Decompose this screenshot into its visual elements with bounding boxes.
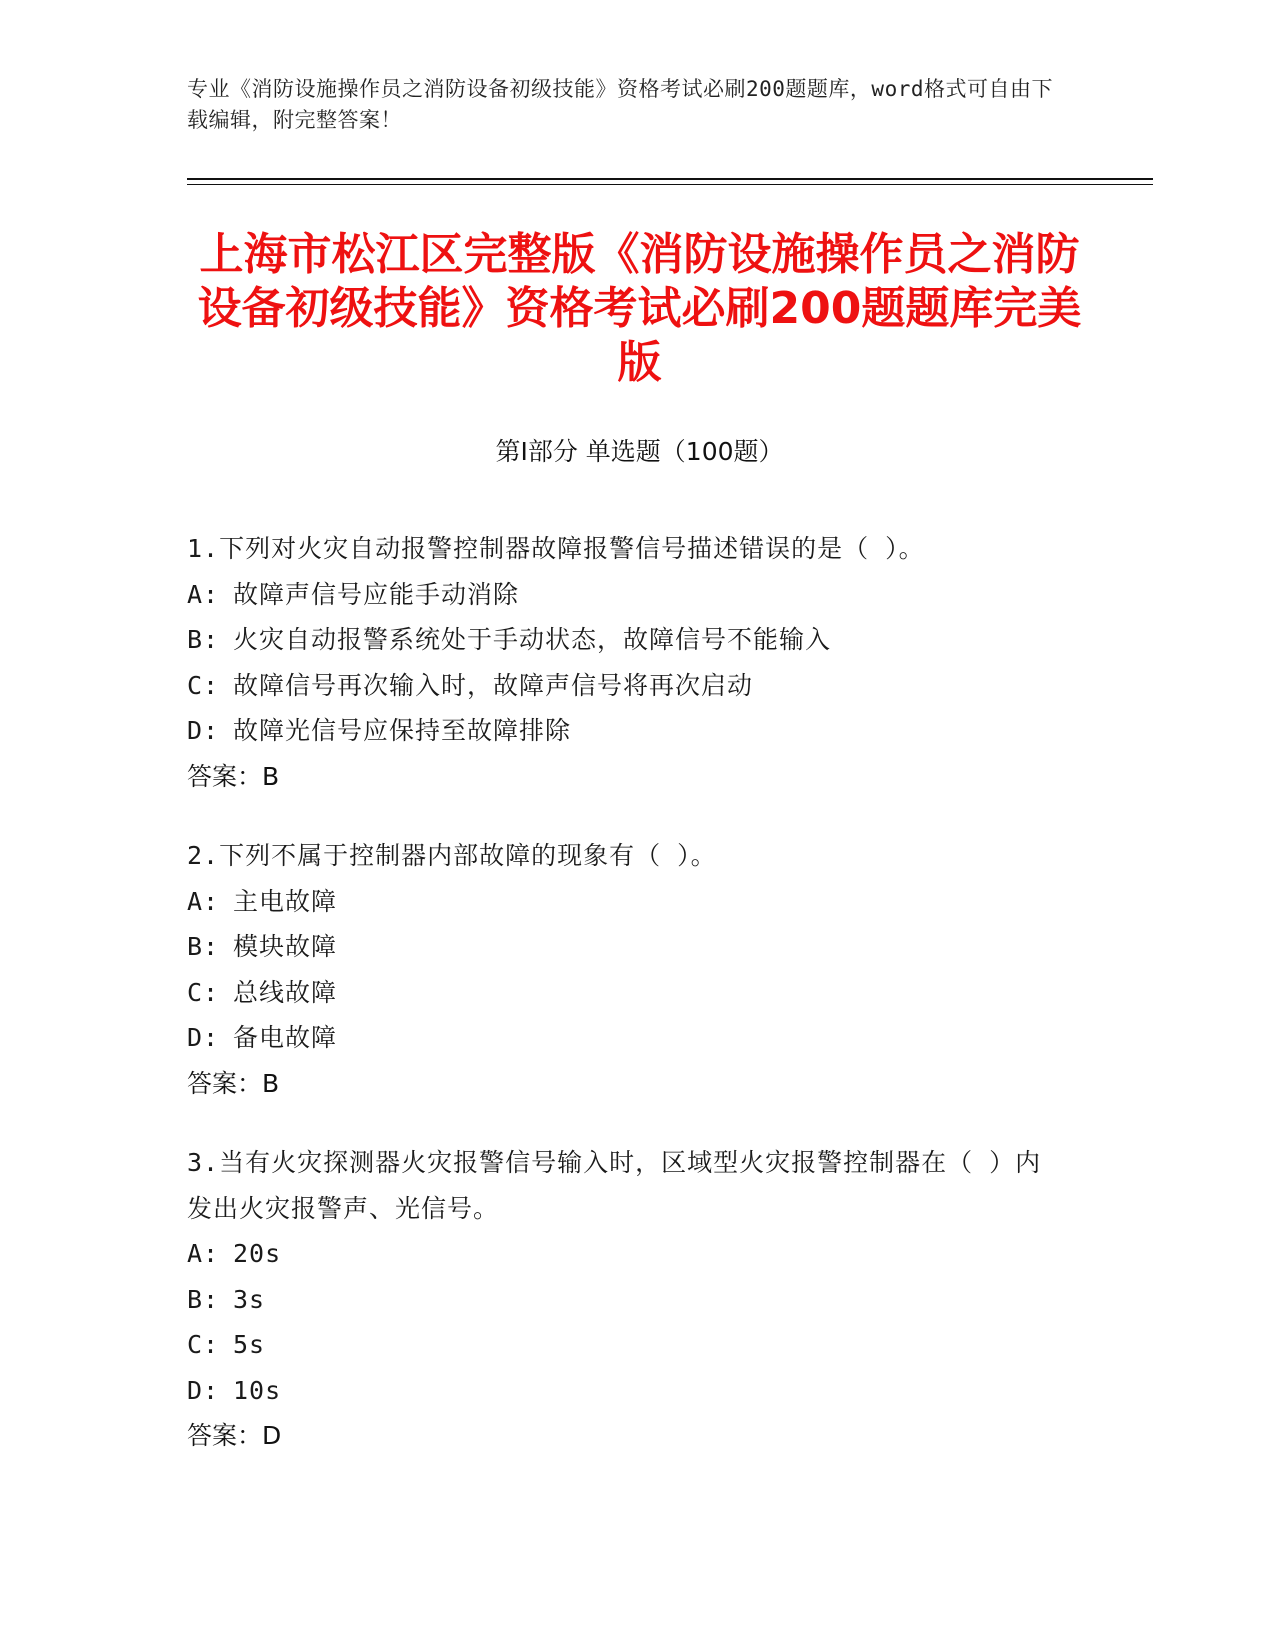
question-stem: 2.下列不属于控制器内部故障的现象有（ ）。 xyxy=(187,841,717,870)
option-b xyxy=(187,617,1067,663)
option-letter: D: xyxy=(187,1023,220,1052)
option-b xyxy=(187,1277,1067,1323)
question-stem: 1.下列对火灾自动报警控制器故障报警信号描述错误的是（ ）。 xyxy=(187,534,925,563)
option-letter: D: xyxy=(187,716,220,745)
document-title: 上海市松江区完整版《消防设施操作员之消防设备初级技能》资格考试必刷200题题库完美版 xyxy=(197,229,1082,388)
answer-value: B xyxy=(262,1068,280,1098)
option-letter: B: xyxy=(187,625,220,654)
option-a xyxy=(187,879,1067,925)
option-text: 故障声信号应能手动消除 xyxy=(233,579,520,609)
option-letter: C: xyxy=(187,977,220,1007)
option-d xyxy=(187,1368,1067,1414)
option-letter: C: xyxy=(187,1330,220,1359)
option-c xyxy=(187,970,1067,1016)
answer-label: 答案： xyxy=(187,1421,263,1450)
option-d xyxy=(187,708,1067,754)
option-b xyxy=(187,924,1067,970)
option-text: 火灾自动报警系统处于手动状态，故障信号不能输入 xyxy=(233,625,832,654)
option-letter: A: xyxy=(187,1239,220,1268)
option-text: 故障光信号应保持至故障排除 xyxy=(233,716,572,745)
answer-line xyxy=(187,754,1067,800)
option-letter: C: xyxy=(187,670,220,700)
section-title: 第Ⅰ部分 单选题（100题） xyxy=(495,437,784,466)
answer-line xyxy=(187,1413,1067,1459)
option-text: 10s xyxy=(233,1375,282,1405)
option-letter: A: xyxy=(187,579,220,609)
option-text: 备电故障 xyxy=(233,1023,338,1052)
option-a xyxy=(187,1231,1067,1277)
header-divider-thick xyxy=(187,178,1153,180)
question-stem: 3.当有火灾探测器火灾报警信号输入时，区域型火灾报警控制器在（ ）内发出火灾报警声、光信号。 xyxy=(187,1148,1042,1223)
answer-value: B xyxy=(262,761,280,791)
answer-line xyxy=(187,1061,1067,1107)
question-list xyxy=(187,526,1067,1493)
header-note: 专业《消防设施操作员之消防设备初级技能》资格考试必刷200题题库，word格式可自由下载编辑，附完整答案！ xyxy=(187,77,1053,132)
question-1 xyxy=(187,526,1067,799)
question-2 xyxy=(187,833,1067,1106)
option-c xyxy=(187,1322,1067,1368)
option-letter: B: xyxy=(187,1284,220,1314)
option-text: 20s xyxy=(233,1239,282,1268)
answer-label: 答案： xyxy=(187,761,263,791)
option-a xyxy=(187,572,1067,618)
question-3 xyxy=(187,1140,1067,1459)
option-text: 5s xyxy=(233,1330,266,1359)
option-text: 模块故障 xyxy=(233,932,338,961)
option-letter: B: xyxy=(187,932,220,961)
option-letter: D: xyxy=(187,1375,220,1405)
option-d xyxy=(187,1015,1067,1061)
answer-label: 答案： xyxy=(187,1068,263,1098)
option-text: 主电故障 xyxy=(233,886,338,916)
option-c xyxy=(187,663,1067,709)
header-divider-thin xyxy=(187,184,1153,185)
option-text: 3s xyxy=(233,1284,266,1314)
option-letter: A: xyxy=(187,886,220,916)
option-text: 故障信号再次输入时，故障声信号将再次启动 xyxy=(233,670,754,700)
option-text: 总线故障 xyxy=(233,977,338,1007)
answer-value: D xyxy=(262,1421,282,1450)
